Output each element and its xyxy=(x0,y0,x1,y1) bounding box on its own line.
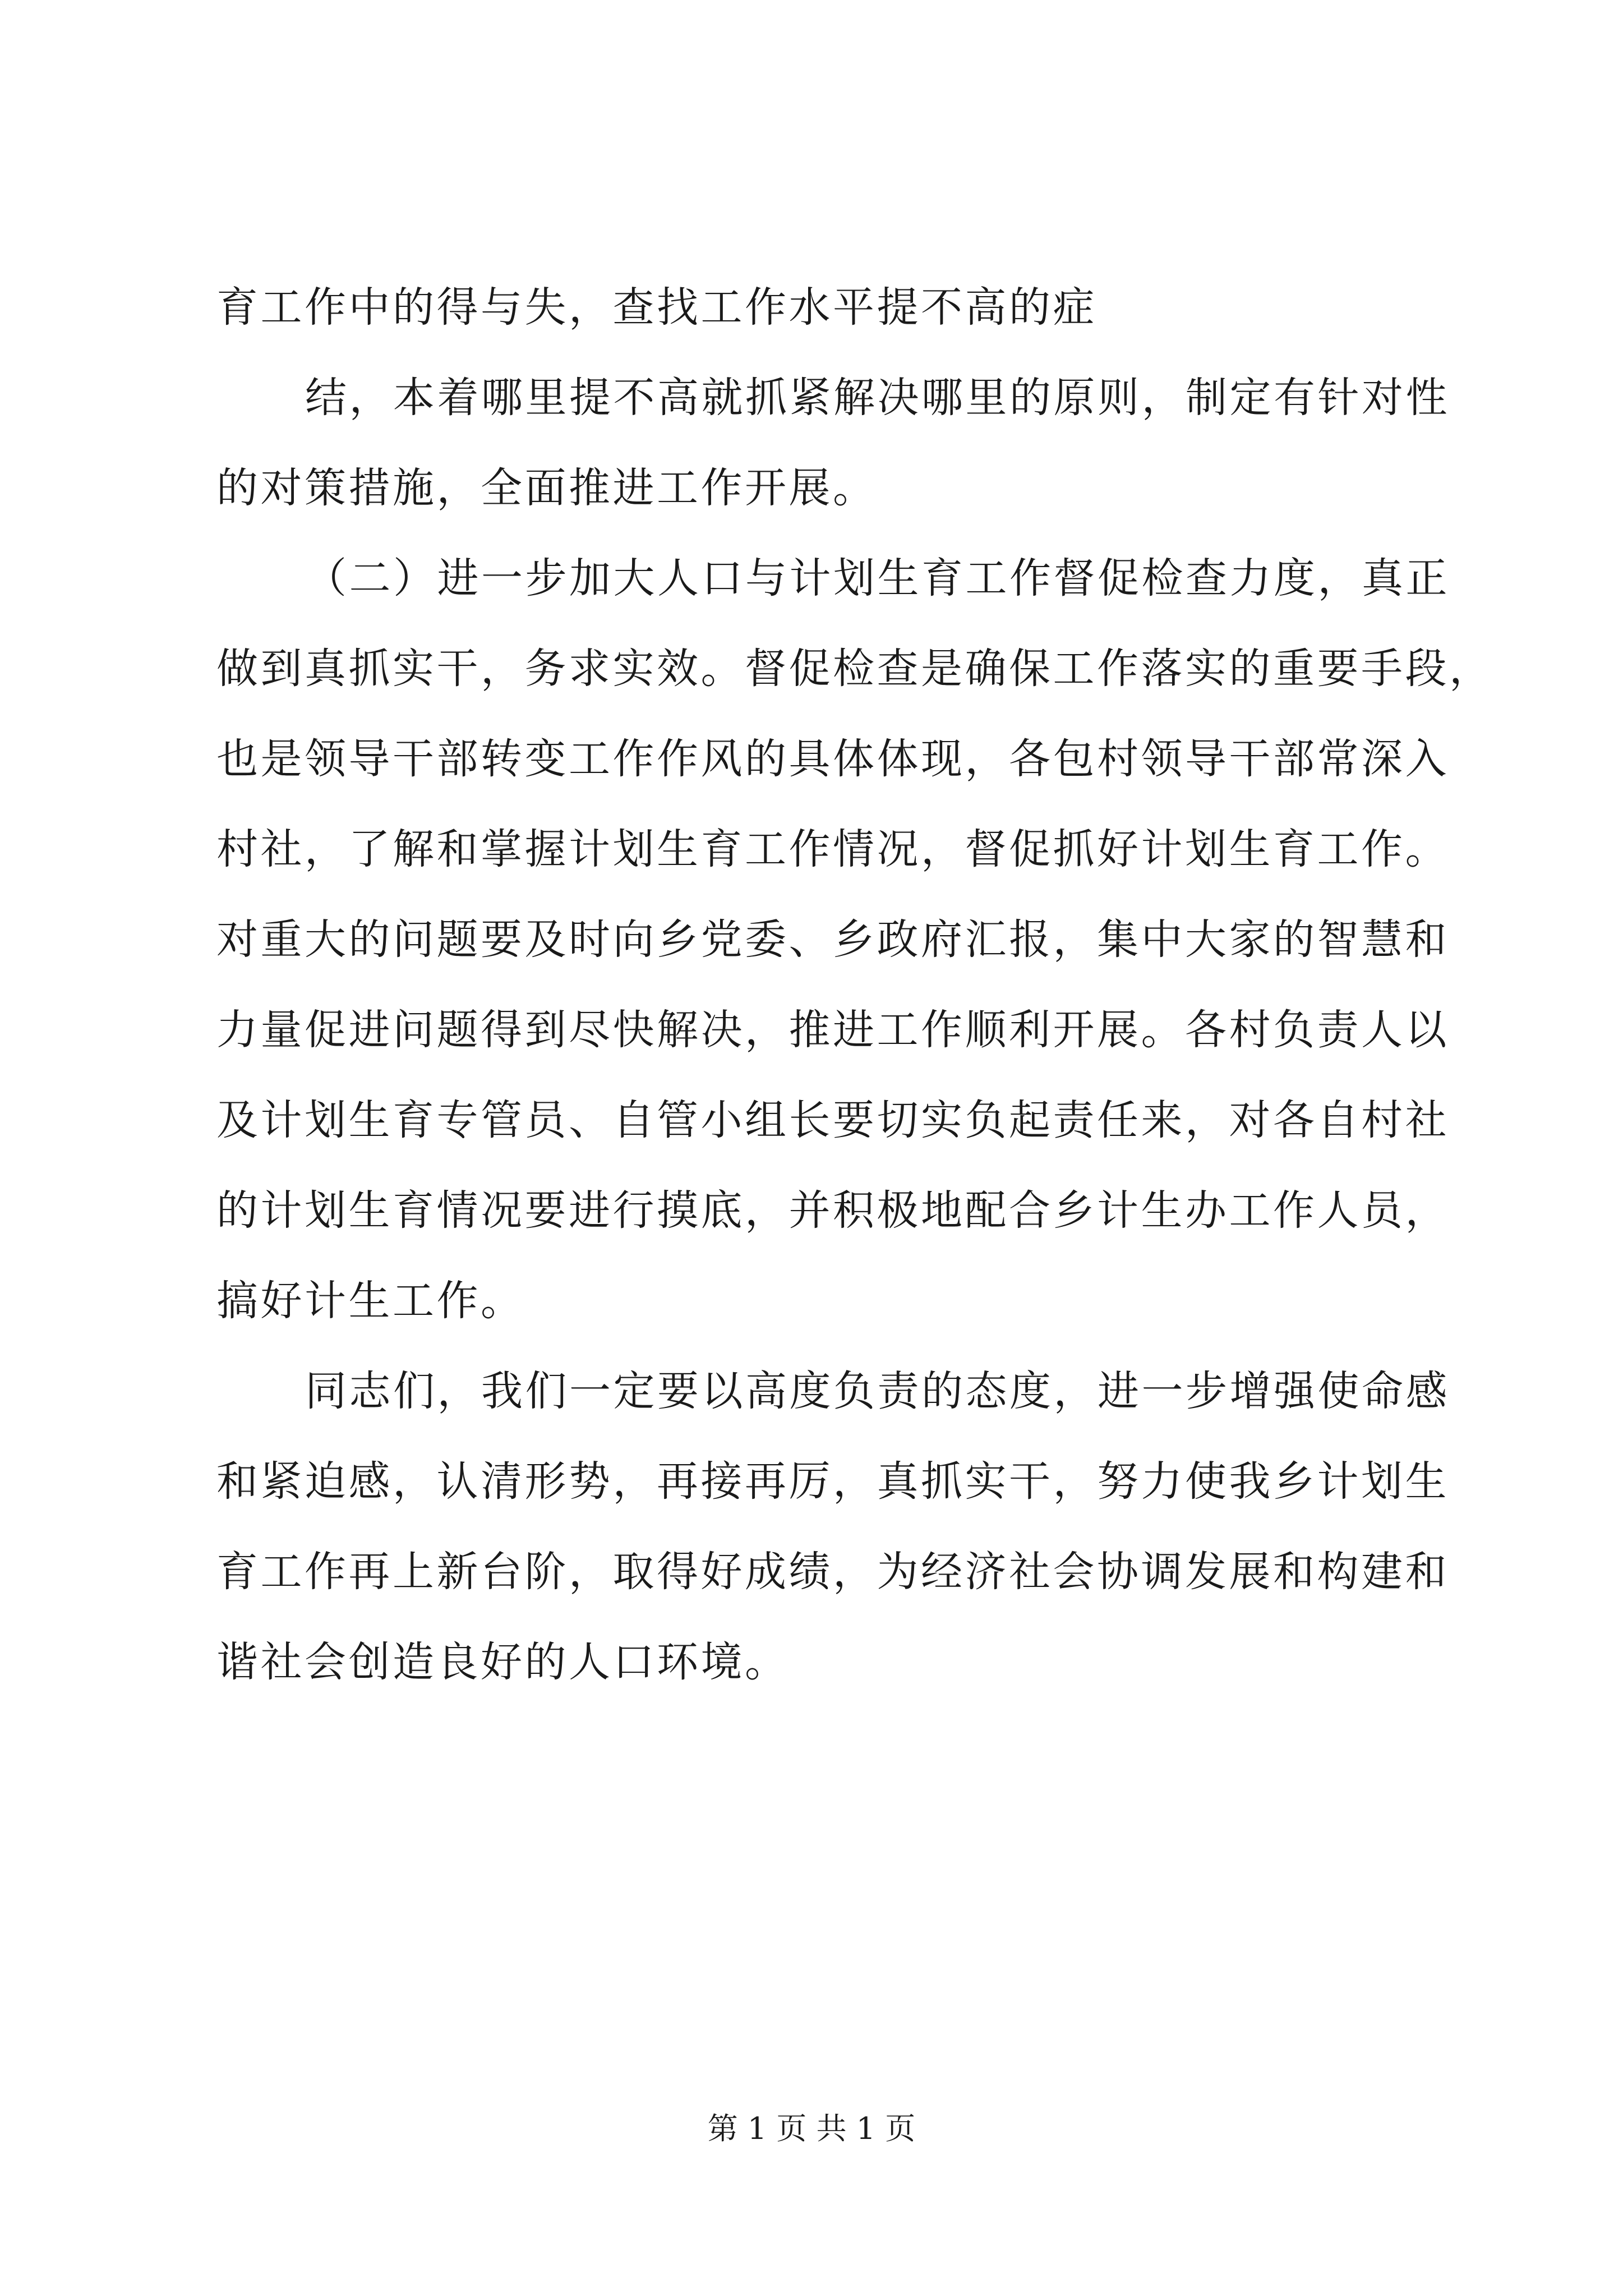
text-line: 谐社会创造良好的人口环境。 xyxy=(216,1638,789,1686)
text-line: 也是领导干部转变工作作风的具体体现，各包村领导干部常深入 xyxy=(216,735,1449,783)
text-line: 的计划生育情况要进行摸底，并积极地配合乡计生办工作人员， xyxy=(216,1186,1449,1235)
text-line: 同志们，我们一定要以高度负责的态度，进一步增强使命感 xyxy=(305,1367,1450,1415)
text-line: 的对策措施，全面推进工作开展。 xyxy=(216,464,877,512)
page-footer xyxy=(0,2109,1623,2148)
text-line: 育工作中的得与失，查找工作水平提不高的症 xyxy=(216,283,1097,332)
text-line: 搞好计生工作。 xyxy=(216,1277,525,1325)
page-number-label: 第 1 页 共 1 页 xyxy=(707,2111,916,2146)
text-line: 和紧迫感，认清形势，再接再厉，真抓实干，努力使我乡计划生 xyxy=(216,1457,1449,1506)
text-line: 及计划生育专管员、自管小组长要切实负起责任来，对各自村社 xyxy=(216,1096,1449,1144)
text-line: 育工作再上新台阶，取得好成绩，为经济社会协调发展和构建和 xyxy=(216,1548,1449,1596)
text-line: （二）进一步加大人口与计划生育工作督促检查力度，真正 xyxy=(305,554,1450,602)
text-line: 对重大的问题要及时向乡党委、乡政府汇报，集中大家的智慧和 xyxy=(216,915,1449,964)
text-line: 结，本着哪里提不高就抓紧解决哪里的原则，制定有针对性 xyxy=(305,374,1450,422)
document-body xyxy=(216,263,1493,1708)
text-line: 村社，了解和掌握计划生育工作情况，督促抓好计划生育工作。 xyxy=(216,825,1449,873)
text-line: 做到真抓实干，务求实效。督促检查是确保工作落实的重要手段， xyxy=(216,645,1493,693)
text-line: 力量促进问题得到尽快解决，推进工作顺利开展。各村负责人以 xyxy=(216,1006,1449,1054)
